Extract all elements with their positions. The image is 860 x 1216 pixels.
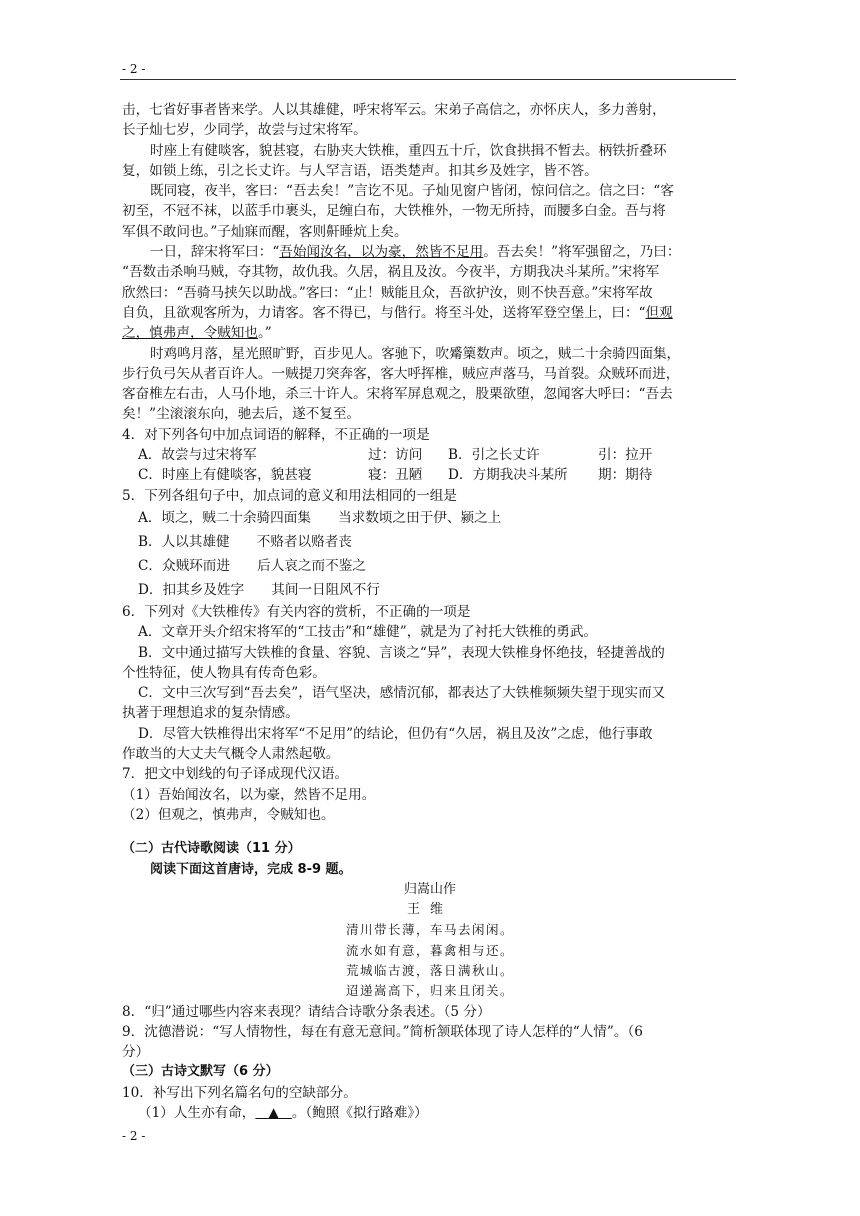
section-2-instruction: 阅读下面这首唐诗，完成 8-9 题。 — [150, 861, 352, 877]
question-9: 9．沈德潜说：“写人情物性，每在有意无意间。”简析颔联体现了诗人怎样的“人情”。（6 — [122, 1023, 643, 1040]
question-8: 8．“归”通过哪些内容来表现？请结合诗歌分条表述。（5 分） — [122, 1003, 491, 1020]
question-7-stem: 7．把文中划线的句子译成现代汉语。 — [122, 766, 349, 783]
passage-line: 矣！”尘滚滚东向，驰去后，遂不复至。 — [122, 406, 361, 423]
question-9-cont: 分） — [122, 1044, 150, 1061]
passage-line: 欣然曰：“吾骑马挟矢以助战。”客曰：“止！贼能且众，吾欲护汝，则不快吾意。”宋将军故 — [122, 284, 653, 301]
passage-line: 击，七省好事者皆来学。人以其雄健，呼宋将军云。宋弟子高信之，亦怀庆人，多力善射， — [122, 102, 666, 118]
page-number-top: - 2 - — [122, 62, 146, 76]
answer-blank[interactable] — [255, 1103, 291, 1123]
question-6-line: 执著于理想追求的复杂情感。 — [122, 705, 299, 722]
question-5-stem: 5．下列各组句子中，加点词的意义和用法相同的一组是 — [122, 487, 457, 504]
underlined-sentence-2-end: 之，慎弗声，令贼知也 — [122, 325, 258, 342]
poem-author: 王维 — [406, 902, 453, 918]
question-7-sentence-2: （2）但观之，慎弗声，令贼知也。 — [122, 806, 335, 823]
page-content — [122, 100, 738, 1123]
question-5-option-d: D．扣其乡及姓字 其间一日阻风不行 — [138, 581, 380, 598]
passage-line: 之，慎弗声，令贼知也。” — [122, 325, 272, 342]
poem-title: 归嵩山作 — [403, 881, 456, 897]
passage-line: 步行负弓矢从者百许人。一贼提刀突奔客，客大呼挥椎，贼应声落马，马首裂。众贼环而进， — [122, 365, 680, 382]
triangle-icon: ▲ — [268, 1105, 279, 1122]
poem-line: 荒城临古渡，落日满秋山。 — [345, 962, 514, 978]
question-6-line: C．文中三次写到“吾去矣”，语气坚决，感情沉郁，都表达了大铁椎频频失望于现实而又 — [138, 685, 666, 702]
passage-line: 自负，且欲观客所为，力请客。客不得已，与偕行。将至斗处，送将军登空堡上，曰：“但观 — [122, 304, 673, 321]
question-4-stem: 4．对下列各句中加点词语的解释，不正确的一项是 — [122, 426, 430, 443]
question-4-options-cd: C．时座上有健啖客，貌甚寝 寝：丑陋 D．方期我决斗某所 期：期待 — [138, 467, 653, 484]
question-6-line: 个性特征，使人物具有传奇色彩。 — [122, 664, 326, 681]
passage-line: 复，如锁上练，引之长丈许。与人罕言语，语类楚声。扣其乡及姓字，皆不答。 — [122, 162, 598, 179]
question-7-sentence-1: （1）吾始闻汝名，以为豪，然皆不足用。 — [122, 786, 376, 803]
section-3-heading: （三）古诗文默写（6 分） — [122, 1064, 279, 1080]
question-4-options-ab: A．故尝与过宋将军 过：访问 B．引之长丈许 引：拉开 — [138, 447, 653, 464]
question-6-line: B．文中通过描写大铁椎的食量、容貌、言谈之“异”，表现大铁椎身怀绝技，轻捷善战的 — [138, 644, 665, 661]
passage-line: 一日，辞宋将军曰：“吾始闻汝名，以为豪，然皆不足用。吾去矣！”将军强留之，乃曰： — [150, 244, 681, 261]
page-number-bottom: - 2 - — [122, 1129, 146, 1143]
passage-line: 客奋椎左右击，人马仆地，杀三十许人。宋将军屏息观之，股栗欲堕，忽闻客大呼曰：“吾去 — [122, 386, 673, 403]
passage-line: “吾数击杀响马贼，夺其物，故仇我。久居，祸且及汝。今夜半，方期我决斗某所。”宋将军 — [122, 264, 660, 281]
question-6-line: D．尽管大铁椎得出宋将军“不足用”的结论，但仍有“久居，祸且及汝”之虑，他行事敢 — [138, 725, 653, 742]
question-10-stem: 10．补写出下列名篇名句的空缺部分。 — [122, 1084, 357, 1101]
poem-line: 清川带长薄，车马去闲闲。 — [345, 922, 514, 938]
passage-line: 初至，不冠不袜，以蓝手巾裹头，足缠白布，大铁椎外，一物无所持，而腰多白金。吾与将 — [122, 203, 666, 220]
question-6-stem: 6．下列对《大铁椎传》有关内容的赏析，不正确的一项是 — [122, 603, 471, 620]
question-5-option-c: C．众贼环而进 后人哀之而不鉴之 — [138, 557, 366, 574]
poem-line: 迢递嵩高下，归来且闭关。 — [345, 983, 514, 999]
underlined-sentence-2-start: 但观 — [645, 304, 673, 321]
question-5-option-b: B．人以其雄健 不赂者以赂者丧 — [138, 533, 352, 550]
header-rule — [120, 79, 736, 80]
question-6-line: A．文章开头介绍宋将军的“工技击”和“雄健”，就是为了衬托大铁椎的勇武。 — [138, 624, 598, 641]
poem-line: 流水如有意，暮禽相与还。 — [345, 942, 514, 958]
passage-line: 既同寝，夜半，客曰：“吾去矣！”言讫不见。子灿见窗户皆闭，惊问信之。信之曰：“客 — [150, 183, 674, 200]
spacer — [122, 825, 738, 839]
passage-line: 时座上有健啖客，貌甚寝，右胁夹大铁椎，重四五十斤，饮食拱揖不暂去。柄铁折叠环 — [150, 142, 667, 159]
question-5-option-a: A．顷之，贼二十余骑四面集 当求数顷之田于伊、颍之上 — [138, 509, 502, 526]
passage-line: 长子灿七岁，少同学，故尝与过宋将军。 — [122, 122, 367, 139]
passage-line: 时鸡鸣月落，星光照旷野，百步见人。客驰下，吹觱篥数声。顷之，贼二十余骑四面集， — [150, 345, 681, 362]
passage-line: 军俱不敢问也。”子灿寐而醒，客则鼾睡炕上矣。 — [122, 223, 408, 240]
underlined-sentence-1: 吾始闻汝名，以为豪，然皆不足用 — [279, 244, 484, 261]
question-6-line: 作敢当的大丈夫气概令人肃然起敬。 — [122, 746, 340, 763]
section-2-heading: （二）古代诗歌阅读（11 分） — [122, 841, 301, 857]
question-10-item-1: （1）人生亦有命， ▲ 。（鲍照《拟行路难》） — [122, 1103, 738, 1123]
